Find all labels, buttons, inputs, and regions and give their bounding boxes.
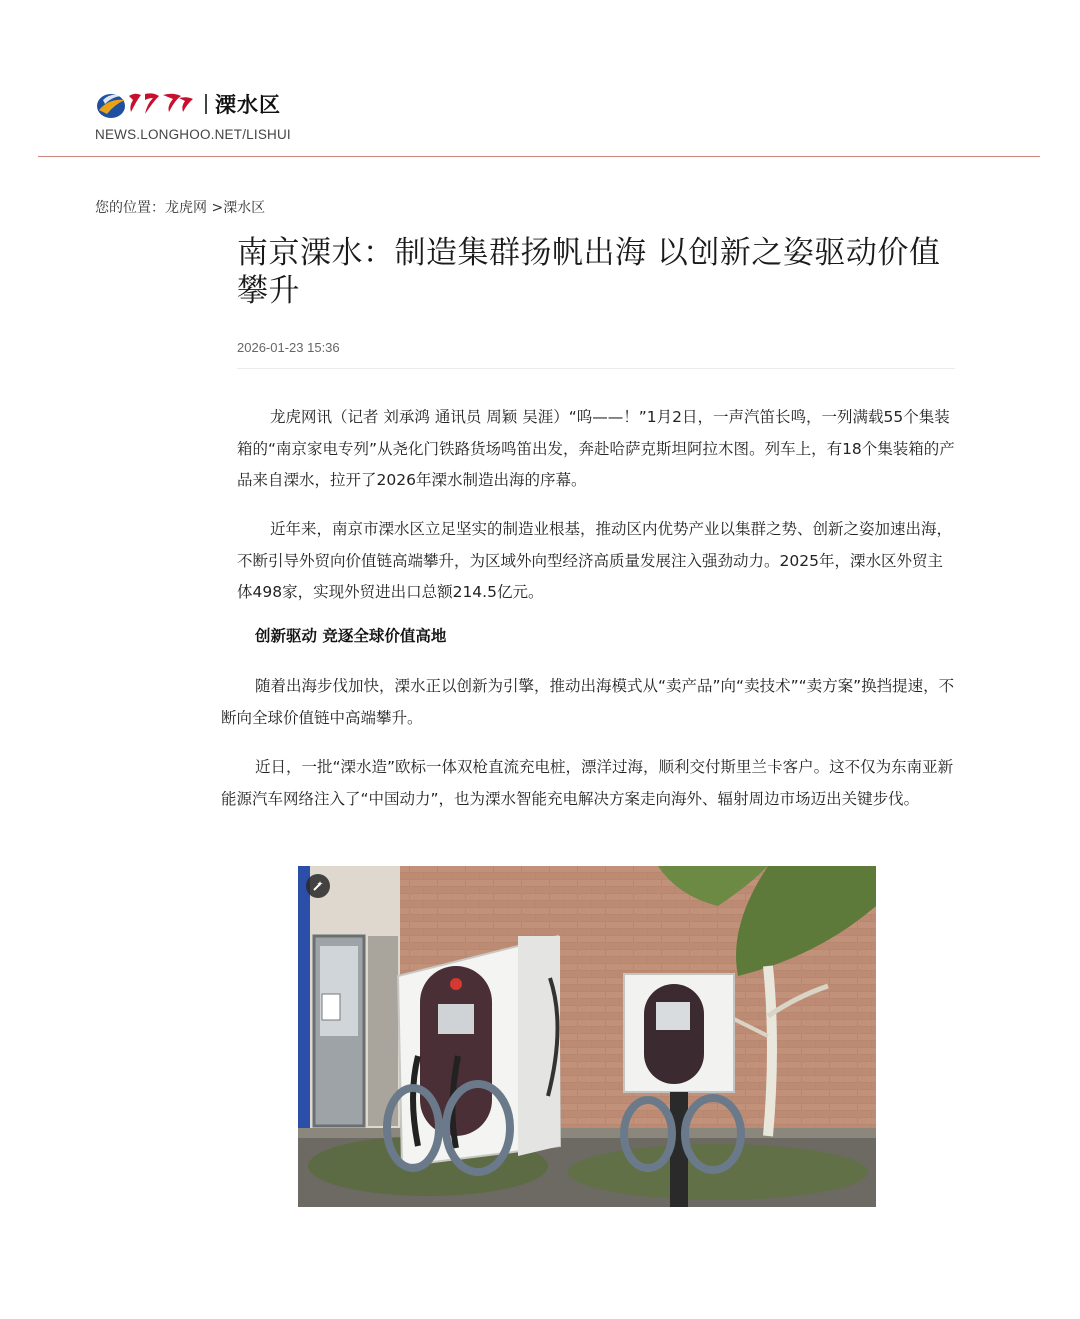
breadcrumb-home-link[interactable]: 龙虎网 [165,200,207,216]
site-header [95,86,291,142]
header-divider [38,156,1040,157]
breadcrumb-label: 您的位置： [95,200,165,216]
article-subheading: 创新驱动 竞逐全球价值高地 [255,627,447,645]
article-paragraph: 近年来，南京市溧水区立足坚实的制造业根基，推动区内优势产业以集群之势、创新之姿加速出海，不断引导外贸向价值链高端攀升，为区域外向型经济高质量发展注入强劲动力。2025年，溧水区外贸主体498家，实现外贸进出口总额214.5亿元。 [237,520,953,601]
article-photo-charging-stations [298,866,876,1207]
longhoo-logo[interactable] [95,86,201,122]
logo-separator [205,94,207,114]
article-paragraph: 龙虎网讯（记者 刘承鸿 通讯员 周颖 吴涯）“呜——！”1月2日，一声汽笛长鸣，一列满载55个集装箱的“南京家电专列”从尧化门铁路货场鸣笛出发，奔赴哈萨克斯坦阿拉木图。列车上，有18个集装箱的产品来自溧水，拉开了2026年溧水制造出海的序幕。 [237,408,955,489]
breadcrumb-current-link[interactable]: 溧水区 [223,200,266,216]
longhoo-logo-graphic [95,86,201,122]
magic-wand-glyph [312,880,324,892]
article-paragraph: 近日，一批“溧水造”欧标一体双枪直流充电桩，漂洋过海，顺利交付斯里兰卡客户。这不仅为东南亚新能源汽车网络注入了“中国动力”，也为溧水智能充电解决方案走向海外、辐射周边市场迈出关键步伐。 [221,758,954,808]
breadcrumb [95,197,265,217]
site-section-title[interactable]: 溧水区 [215,93,281,117]
logo-row[interactable] [95,86,291,122]
photo-tool-button[interactable] [306,874,330,898]
article-header [237,234,957,310]
magic-wand-icon [312,880,324,892]
date-divider [237,368,955,369]
site-url[interactable]: NEWS.LONGHOO.NET/LISHUI [95,127,291,142]
article-date: 2026-01-23 15:36 [237,340,340,355]
article-title: 南京溧水：制造集群扬帆出海 以创新之姿驱动价值攀升 [237,235,941,309]
breadcrumb-separator: > [207,200,224,216]
article-paragraph: 随着出海步伐加快，溧水正以创新为引擎，推动出海模式从“卖产品”向“卖技术”“卖方案”换挡提速，不断向全球价值链中高端攀升。 [221,677,955,727]
charging-station-photo [298,866,876,1207]
